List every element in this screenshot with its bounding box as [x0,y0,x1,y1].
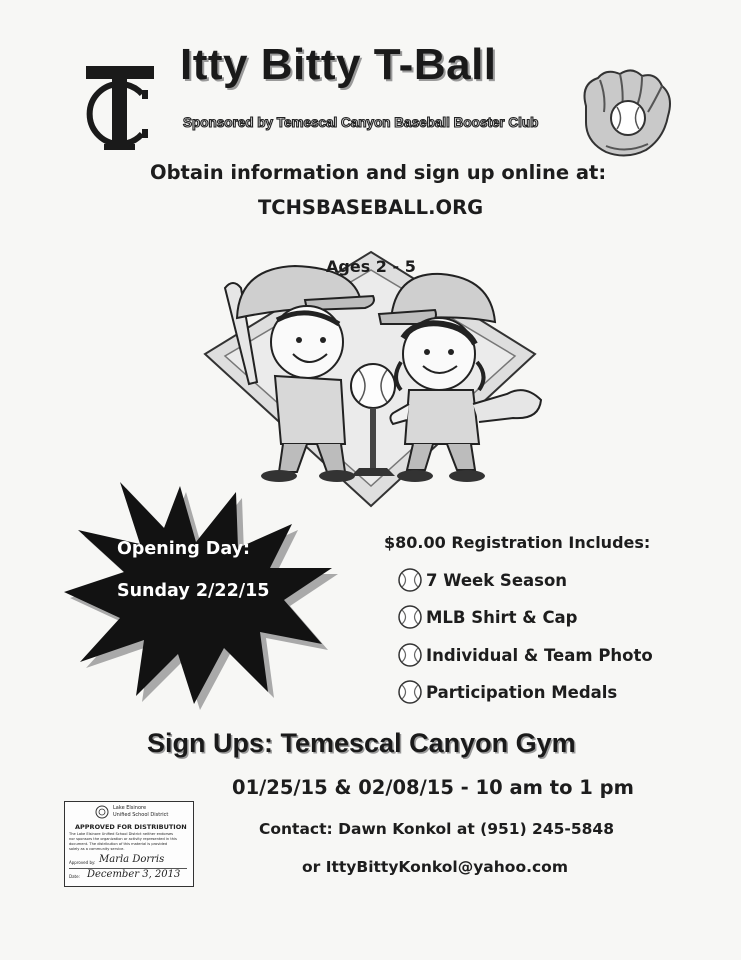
stamp-approved-by-label: Approved by: [69,860,96,865]
list-item [397,566,567,594]
contact-line: Contact: Dawn Konkol at (951) 245-5848 [259,820,614,838]
list-item-label: Individual & Team Photo [426,645,653,665]
stamp-disclaimer-line: document. The distribution of this material is provided [69,842,168,846]
registration-heading: $80.00 Registration Includes: [384,533,651,552]
approval-stamp [64,801,194,887]
stamp-district-line2: Unified School District [113,812,169,818]
list-item-label: 7 Week Season [426,570,568,590]
glove-graphic [576,66,676,165]
signup-dates: 01/25/15 & 02/08/15 - 10 am to 1 pm [232,776,634,799]
baseball-icon [397,679,423,705]
opening-day-date: Sunday 2/22/15 [117,581,270,601]
baseball-glove-icon [576,66,676,161]
list-item [397,678,617,706]
contact-email: or IttyBittyKonkol@yahoo.com [302,858,568,876]
list-item-label: Participation Medals [426,682,618,702]
stamp-disclaimer-line: nor sponsors the organization or activity represented in this [69,837,177,841]
stamp-disclaimer-line: solely as a community service. [69,847,125,851]
website-url: TCHSBASEBALL.ORG [258,196,484,219]
district-seal-icon [95,805,109,819]
stamp-date-value: December 3, 2013 [87,869,181,880]
stamp-signature: Marla Dorris [99,854,165,865]
page-title: Itty Bitty T-Ball [180,40,497,89]
obtain-info-text: Obtain information and sign up online at: [150,161,607,184]
ages-label: Ages 2 - 5 [326,257,416,276]
stamp-approved: APPROVED FOR DISTRIBUTION [75,823,187,831]
tc-monogram-logo [80,60,160,155]
tc-logo [80,60,160,159]
signups-heading: Sign Ups: Temescal Canyon Gym [147,728,576,758]
stamp-district-line1: Lake Elsinore [113,805,147,811]
list-item [397,641,653,669]
baseball-icon [397,642,423,668]
sponsor-line: Sponsored by Temescal Canyon Baseball Booster Club [183,115,539,130]
stamp-date-label: Date: [69,874,80,879]
baseball-icon [397,604,423,630]
list-item [397,603,578,631]
opening-day-label: Opening Day: [117,539,251,559]
stamp-disclaimer-line: The Lake Elsinore Unified School District neither endorses [69,832,174,836]
list-item-label: MLB Shirt & Cap [426,607,578,627]
baseball-icon [397,567,423,593]
